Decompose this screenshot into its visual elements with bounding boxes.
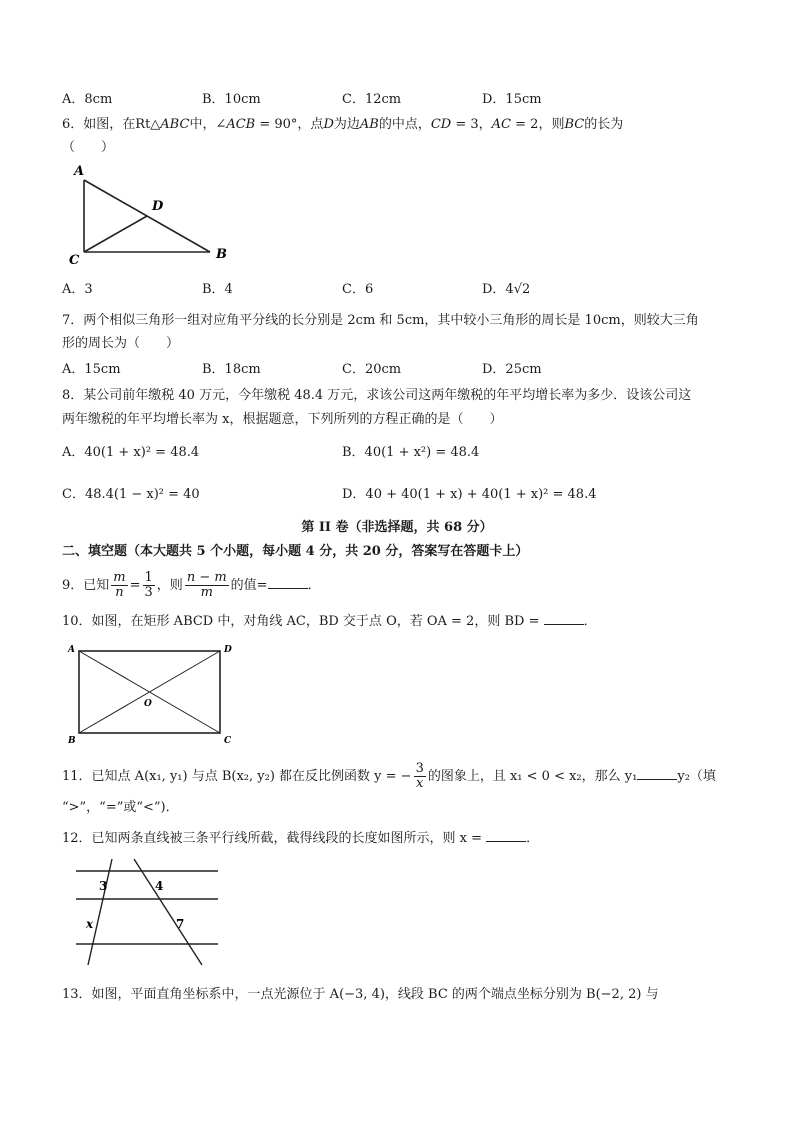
q7-option-c: C．20cm xyxy=(342,362,402,377)
q11-frac: $\frac{3}{x}$ xyxy=(415,761,424,791)
q7-stem-line1: 7．两个相似三角形一组对应角平分线的长分别是 2cm 和 5cm，其中较小三角形的周长是 10cm，则较大三角 xyxy=(62,313,699,328)
q6-label-b: B xyxy=(216,247,227,262)
q12-label-7: 7 xyxy=(176,917,185,931)
q8-option-c: C．48.4(1 − x)² = 40 xyxy=(62,487,200,502)
q6-label-d: D xyxy=(152,199,164,214)
q9-frac-expression: $\frac{n - m}{m}$ xyxy=(186,570,227,600)
q6-triangle-figure xyxy=(60,160,240,270)
q6-option-c: C．6 xyxy=(342,282,374,297)
q9-frac-one-third: $\frac{1}{3}$ xyxy=(144,570,153,600)
q11-answer-blank xyxy=(637,767,677,780)
q10-label-a: A xyxy=(68,645,75,655)
q8-stem-line2: 两年缴税的年平均增长率为 x，根据题意，下列所列的方程正确的是（ ） xyxy=(62,412,503,427)
q13-stem: 13．如图，平面直角坐标系中，一点光源位于 A(−3, 4)，线段 BC 的两个端点坐标分别为 B(−2, 2) 与 xyxy=(62,987,659,1002)
q10-answer-blank xyxy=(544,612,584,625)
q6-option-d: D．4√2 xyxy=(482,282,531,297)
q11-stem-line2: “>”，“=”或“<”)． xyxy=(62,800,179,815)
fill-in-heading: 二、填空题（本大题共 5 个小题，每小题 4 分，共 20 分，答案写在答题卡上） xyxy=(62,544,529,559)
q9-frac-m-over-n: $\frac{m}{n}$ xyxy=(113,570,126,600)
q6-label-a: A xyxy=(74,164,85,179)
q5-option-a: A．8cm xyxy=(62,92,113,107)
q6-option-a: A．3 xyxy=(62,282,93,297)
q10-label-o: O xyxy=(144,699,152,709)
q9-answer-blank xyxy=(268,576,308,589)
q12-label-x: x xyxy=(86,917,94,931)
q8-option-a: A．40(1 + x)² = 48.4 xyxy=(62,445,200,460)
q12-parallel-lines-figure xyxy=(66,855,226,970)
q5-option-c: C．12cm xyxy=(342,92,402,107)
q8-option-b: B．40(1 + x²) = 48.4 xyxy=(342,445,480,460)
q7-option-d: D．25cm xyxy=(482,362,542,377)
q11-stem-line1: 11．已知点 A(x₁, y₁) 与点 B(x₂, y₂) 都在反比例函数 y = − $\frac{3}{x}$ 的图象上，且 x₁ < 0 < x₂，那么 y₁ y₂（填 xyxy=(62,761,716,791)
q10-stem: 10．如图，在矩形 ABCD 中，对角线 AC，BD 交于点 O，若 OA = 2，则 BD = ． xyxy=(62,614,597,629)
q7-option-a: A．15cm xyxy=(62,362,121,377)
q6-label-c: C xyxy=(69,253,80,268)
q6-answer-paren: （ ） xyxy=(62,140,115,155)
q5-option-b: B．10cm xyxy=(202,92,261,107)
q12-label-4: 4 xyxy=(155,879,164,893)
q6-stem: 6．如图，在Rt△ABC中，∠ACB = 90°，点D为边AB的中点，CD = 3，AC = 2，则BC的长为 xyxy=(62,117,624,132)
q9-stem: 9．已知 $\frac{m}{n}$ = $\frac{1}{3}$ ，则 $\frac{n - m}{m}$ 的值= ． xyxy=(62,570,321,600)
q8-option-d: D．40 + 40(1 + x) + 40(1 + x)² = 48.4 xyxy=(342,487,597,502)
q5-option-d: D．15cm xyxy=(482,92,542,107)
q12-label-3: 3 xyxy=(99,879,108,893)
q10-label-c: C xyxy=(224,736,232,746)
q6-option-b: B．4 xyxy=(202,282,233,297)
q7-stem-line2: 形的周长为（ ） xyxy=(62,336,180,351)
q10-rectangle-figure xyxy=(62,642,242,748)
q10-label-b: B xyxy=(68,736,76,746)
q12-answer-blank xyxy=(486,829,526,842)
q10-label-d: D xyxy=(224,645,232,655)
q8-stem-line1: 8．某公司前年缴税 40 万元，今年缴税 48.4 万元，求该公司这两年缴税的年平均增长率为多少．设该公司这 xyxy=(62,388,692,403)
q7-option-b: B．18cm xyxy=(202,362,261,377)
section-2-title: 第 II 卷（非选择题，共 68 分） xyxy=(301,520,493,535)
q12-stem: 12．已知两条直线被三条平行线所截，截得线段的长度如图所示，则 x = ． xyxy=(62,831,540,846)
